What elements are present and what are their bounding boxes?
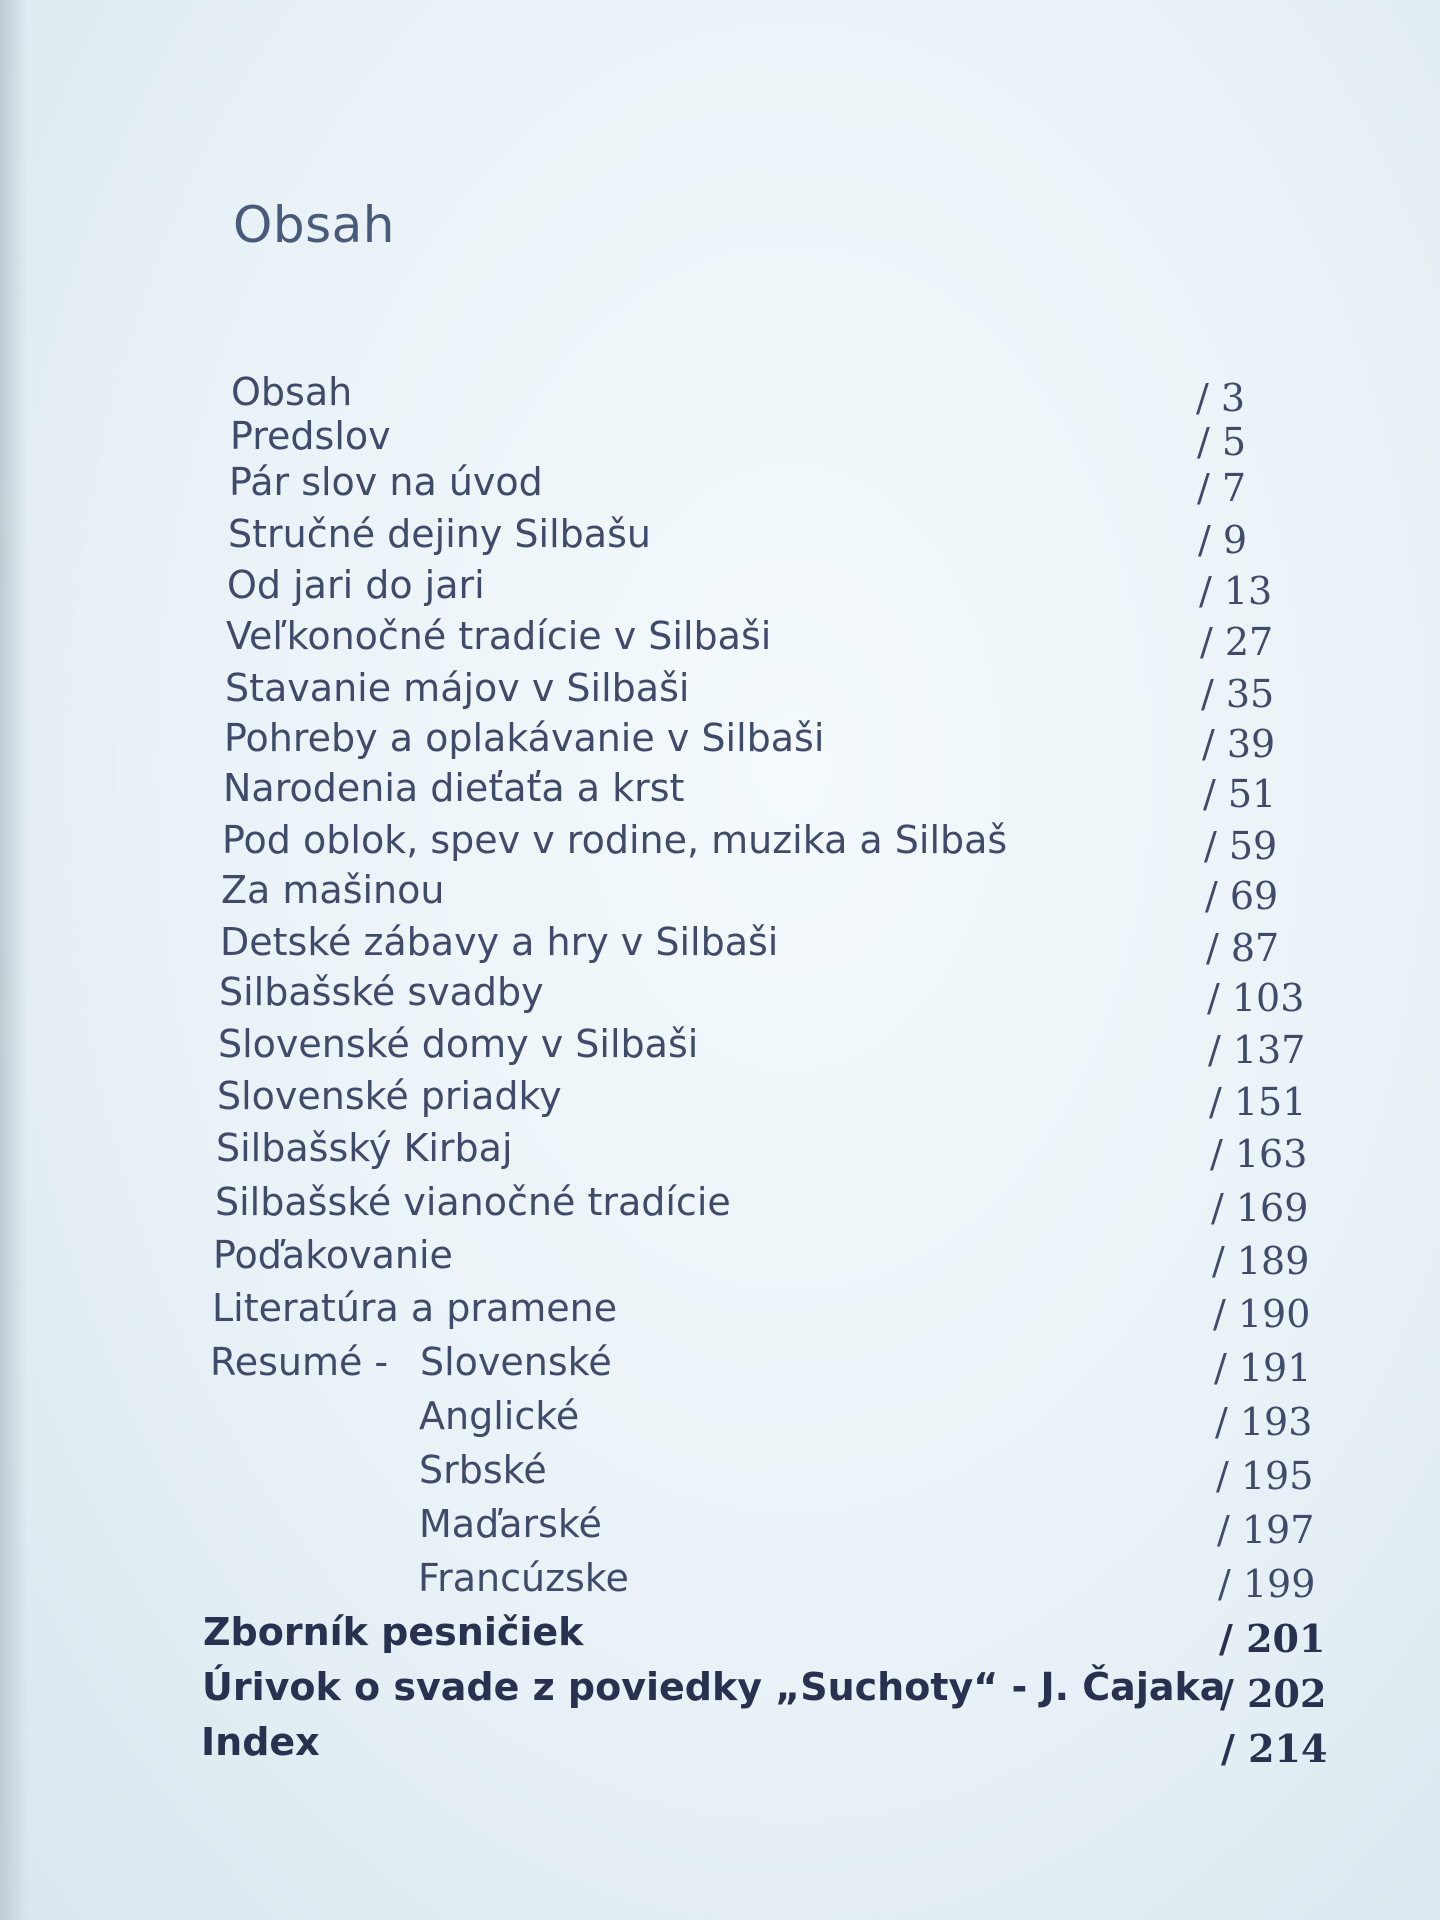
toc-entry-page-number: / 9 — [1198, 518, 1248, 562]
toc-entry — [0, 920, 1440, 970]
toc-entry — [0, 414, 1440, 464]
toc-entry-page-number: / 13 — [1199, 569, 1273, 613]
toc-entry-page-number: / 7 — [1197, 466, 1247, 510]
toc-entry-page-number: / 27 — [1200, 620, 1274, 664]
toc-entry-page-number: / 195 — [1216, 1454, 1314, 1498]
toc-entry-title: Srbské — [419, 1448, 547, 1492]
toc-entry-page-number: / 137 — [1208, 1028, 1306, 1072]
toc-entry-title: Slovenské priadky — [217, 1074, 562, 1118]
toc-entry-page-number: / 190 — [1213, 1292, 1311, 1336]
toc-entry-title: Index — [201, 1720, 320, 1764]
toc-entry — [0, 1394, 1440, 1444]
toc-entry-title: Za mašinou — [221, 868, 445, 912]
toc-entry-page-number: / 59 — [1204, 824, 1278, 868]
toc-entry-page-number: / 69 — [1205, 874, 1279, 918]
toc-entry-page-number: / 197 — [1217, 1508, 1315, 1552]
toc-entry-page-number: / 39 — [1202, 722, 1276, 766]
toc-entry — [0, 818, 1440, 868]
toc-entry — [0, 868, 1440, 918]
toc-entry — [0, 1126, 1440, 1176]
toc-entry — [0, 1665, 1440, 1715]
toc-entry — [0, 666, 1440, 716]
toc-entry-title: Maďarské — [419, 1502, 602, 1546]
toc-entry — [0, 1720, 1440, 1770]
toc-entry — [0, 1286, 1440, 1336]
toc-entry-page-number: / 191 — [1214, 1346, 1312, 1390]
toc-entry — [0, 716, 1440, 766]
toc-entry-title: Pár slov na úvod — [229, 460, 543, 504]
toc-entry — [0, 970, 1440, 1020]
toc-entry-title: Poďakovanie — [213, 1233, 453, 1277]
toc-entry — [0, 1180, 1440, 1230]
toc-entry-page-number: / 5 — [1197, 420, 1247, 464]
page-title: Obsah — [233, 196, 395, 254]
toc-entry — [0, 1502, 1440, 1552]
toc-entry-title: Stavanie májov v Silbaši — [225, 666, 690, 710]
resume-prefix: Resumé - — [210, 1340, 389, 1384]
toc-entry-title: Veľkonočné tradície v Silbaši — [226, 614, 772, 658]
toc-entry-title: Predslov — [230, 414, 391, 458]
toc-entry — [0, 1556, 1440, 1606]
toc-entry-title: Slovenské — [420, 1340, 612, 1384]
toc-entry — [0, 766, 1440, 816]
toc-entry-page-number: / 51 — [1203, 772, 1277, 816]
toc-entry — [0, 614, 1440, 664]
toc-entry-title: Francúzske — [418, 1556, 629, 1600]
toc-entry — [0, 1340, 1440, 1390]
toc-entry-page-number: / 35 — [1201, 672, 1275, 716]
toc-entry — [0, 1610, 1440, 1660]
toc-entry — [0, 1233, 1440, 1283]
toc-entry-title: Pod oblok, spev v rodine, muzika a Silbaš — [222, 818, 1008, 862]
toc-entry-title: Silbašské vianočné tradície — [215, 1180, 731, 1224]
toc-entry-title: Silbašské svadby — [219, 970, 544, 1014]
toc-entry — [0, 1074, 1440, 1124]
toc-entry-title: Úrivok o svade z poviedky „Suchoty“ - J. Čajaka — [202, 1665, 1226, 1709]
toc-entry — [0, 563, 1440, 613]
toc-entry-page-number: / 103 — [1207, 976, 1305, 1020]
toc-entry-page-number: / 193 — [1215, 1400, 1313, 1444]
toc-entry-title: Literatúra a pramene — [212, 1286, 618, 1330]
toc-entry — [0, 1022, 1440, 1072]
toc-entry-title: Silbašský Kirbaj — [216, 1126, 513, 1170]
toc-entry-page-number: / 214 — [1221, 1726, 1328, 1771]
toc-entry-page-number: / 151 — [1209, 1080, 1307, 1124]
toc-entry — [0, 512, 1440, 562]
toc-entry-page-number: / 199 — [1218, 1562, 1316, 1606]
toc-entry-page-number: / 201 — [1219, 1616, 1326, 1661]
toc-entry — [0, 1448, 1440, 1498]
toc-entry-title: Slovenské domy v Silbaši — [218, 1022, 699, 1066]
toc-entry — [0, 370, 1440, 420]
toc-entry-page-number: / 202 — [1220, 1671, 1327, 1716]
toc-entry-title: Stručné dejiny Silbašu — [228, 512, 651, 556]
toc-entry — [0, 460, 1440, 510]
toc-entry-title: Narodenia dieťaťa a krst — [223, 766, 685, 810]
toc-entry-page-number: / 3 — [1196, 376, 1246, 420]
toc-entry-page-number: / 163 — [1210, 1132, 1308, 1176]
toc-entry-title: Od jari do jari — [227, 563, 485, 607]
toc-entry-title: Zborník pesničiek — [203, 1610, 584, 1654]
toc-entry-title: Detské zábavy a hry v Silbaši — [220, 920, 779, 964]
toc-entry-page-number: / 189 — [1212, 1239, 1310, 1283]
toc-entry-page-number: / 87 — [1206, 926, 1280, 970]
toc-entry-title: Pohreby a oplakávanie v Silbaši — [224, 716, 825, 760]
toc-entry-title: Obsah — [231, 370, 353, 414]
toc-entry-title: Anglické — [419, 1394, 580, 1438]
toc-entry-page-number: / 169 — [1211, 1186, 1309, 1230]
